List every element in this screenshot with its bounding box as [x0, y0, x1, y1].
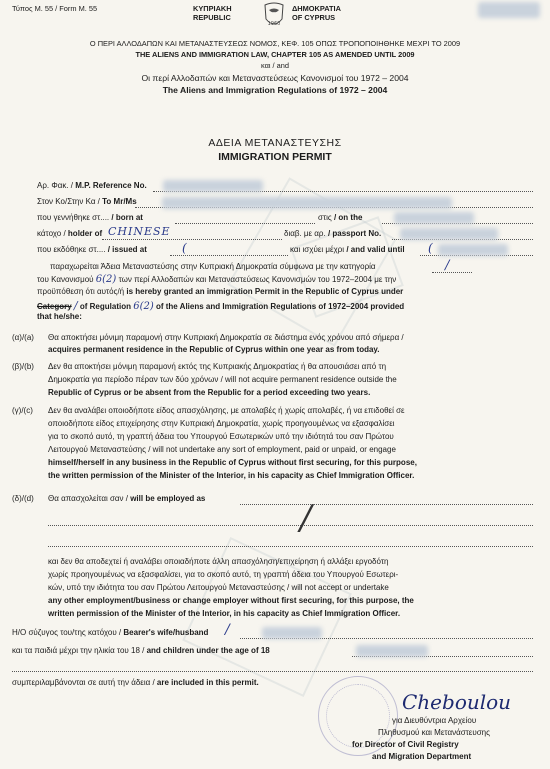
holder-value: CHINESE: [108, 225, 171, 238]
signature-for-gr: για Διευθύντρια Αρχείου: [392, 716, 477, 725]
redacted-box: [356, 645, 428, 657]
included-label: συμπεριλαμβάνονται σε αυτή την άδεια / are included in this permit.: [12, 678, 259, 687]
d-cont-1: και δεν θα αποδεχτεί ή αναλάβει οποιαδήποτε άλλη απασχόληση/επιχείρηση ή αλλάξει εργοδότη: [48, 557, 389, 566]
category-slash: /: [445, 258, 450, 273]
country-name-gr-2: ΔΗΜΟΚΡΑΤΙΑ: [292, 4, 341, 13]
condition-c-label: (γ)/(c): [12, 406, 33, 415]
country-name-en-2: OF CYPRUS: [292, 13, 336, 22]
redacted-box: [162, 197, 452, 209]
d-cont-3: κών, υπό την ιδιότητα του σαν Πρώτου Λειτουργού Μεταναστεύσης / will not accept or undertake: [48, 583, 389, 592]
grant-gr-1: παραχωρείται Άδεια Μεταναστεύσης στην Κυπριακή Δημοκρατία σύμφωνα με την κατηγορία: [50, 262, 376, 271]
on-label: στις / on the: [318, 213, 363, 222]
grant-mixed-3: προϋπόθεση ότι αυτός/ή is hereby granted an immigration Permit in the Republic of Cyprus under: [37, 287, 404, 296]
born-label: που γεννήθηκε στ.... / born at: [37, 213, 143, 222]
valid-label: και ισχύει μέχρι / and valid until: [290, 245, 405, 254]
signature-dept-gr: Πληθυσμού και Μετανάστευσης: [378, 728, 490, 737]
d-cont-2: χωρίς προηγουμένως να εξασφαλίσει, για το σκοπό αυτό, τη γραπτή άδεια του Υπουργού Εσωτερι-: [48, 570, 399, 579]
svg-text:1960: 1960: [267, 21, 281, 27]
holder-label: κάτοχο / holder of: [37, 229, 103, 238]
redacted-box: [163, 180, 263, 192]
mp-ref-label: Αρ. Φακ. / M.P. Reference No.: [37, 181, 147, 190]
redacted-box: [478, 2, 540, 18]
signature-for-en: for Director of Civil Registry: [352, 740, 459, 749]
redacted-box: [394, 212, 474, 224]
employment-slash: /: [300, 498, 312, 538]
field-line: [12, 671, 533, 672]
condition-c-line-6: the written permission of the Minister of the Interior, in his capacity as Chief Immigration Officer.: [48, 471, 415, 480]
field-line: [432, 272, 472, 273]
wife-slash: /: [225, 622, 230, 638]
grant-gr-2: του Κανονισμού 6(2) των περί Αλλοδαπών και Μεταναστεύσεως Κανονισμών του 1972–2004 με την: [37, 274, 397, 285]
field-line: [48, 525, 533, 526]
condition-a-line-1: Θα αποκτήσει μόνιμη παραμονή στην Κυπριακή Δημοκρατία σε διάστημα ενός χρόνου από σήμερα /: [48, 333, 404, 342]
d-cont-5: written permission of the Minister of the Interior, in his capacity as Chief Immigration Officer.: [48, 609, 401, 618]
issued-mark: (: [182, 241, 187, 255]
title-en: IMMIGRATION PERMIT: [218, 151, 332, 163]
issued-label: που εκδόθηκε στ.... / issued at: [37, 245, 147, 254]
children-label: και τα παιδιά μέχρι την ηλικία του 18 / and children under the age of 18: [12, 646, 270, 655]
wife-label: Η/Ο σύζυγος του/της κατόχου / Bearer's wife/husband: [12, 628, 209, 637]
law-and: και / and: [260, 61, 289, 70]
valid-mark: (: [428, 241, 433, 255]
form-number: Τύπος Μ. 55 / Form M. 55: [12, 4, 98, 13]
field-line: [240, 504, 533, 505]
condition-b-line-3: Republic of Cyprus or be absent from the Republic for a period exceeding two years.: [48, 388, 371, 397]
condition-c-line-1: Δεν θα αναλάβει οποιοδήποτε είδος απασχόλησης, με απολαβές ή χωρίς απολαβές, ή να επιδοθεί σε: [48, 406, 405, 415]
law-title-en: THE ALIENS AND IMMIGRATION LAW, CHAPTER 105 AS AMENDED UNTIL 2009: [135, 50, 415, 59]
field-line: [48, 546, 533, 547]
condition-c-line-5: himself/herself in any business in the Republic of Cyprus without first securing, for this purpose,: [48, 458, 417, 467]
passport-label: διαβ. με αρ. / passport No.: [284, 229, 382, 238]
condition-c-line-3: για το σκοπό αυτό, τη γραπτή άδεια του Υπουργού Εσωτερικών υπό την ιδιότητά του σαν Πρώτου: [48, 432, 394, 441]
condition-d-line: Θα απασχολείται σαν / will be employed as: [48, 494, 206, 503]
coat-of-arms-icon: [260, 1, 288, 31]
condition-a-label: (α)/(a): [12, 333, 34, 342]
condition-c-line-2: οποιοδήποτε είδος επιχείρησης στην Κυπριακή Δημοκρατία, χωρίς προηγουμένως να εξασφαλίσει: [48, 419, 395, 428]
law-title-gr: Ο ΠΕΡΙ ΑΛΛΟΔΑΠΩΝ ΚΑΙ ΜΕΤΑΝΑΣΤΕΥΣΕΩΣ ΝΟΜΟΣ, ΚΕΦ. 105 ΟΠΩΣ ΤΡΟΠΟΠΟΙΗΘΗΚΕ ΜΕΧΡΙ ΤΟ 2009: [89, 39, 461, 48]
signature-handwriting: Cheboulou: [402, 690, 512, 714]
condition-d-label: (δ)/(d): [12, 494, 34, 503]
to-label: Στον Κο/Στην Κα / To Mr/Ms: [37, 197, 137, 206]
d-cont-4: any other employment/business or change employer without first securing, for this purpose, the: [48, 596, 414, 605]
regulations-gr: Οι περί Αλλοδαπών και Μεταναστεύσεως Κανονισμοί του 1972 – 2004: [141, 73, 409, 83]
condition-b-line-1: Δεν θα αποκτήσει μόνιμη παραμονή εκτός της Κυπριακής Δημοκρατίας ή θα απουσιάσει από τη: [48, 362, 387, 371]
field-line: [175, 223, 315, 224]
redacted-box: [438, 244, 508, 256]
condition-c-line-4: Λειτουργού Μεταναστεύσης / will not undertake any sort of employment, paid or unpaid, or engage: [48, 445, 396, 454]
title-gr: ΑΔΕΙΑ ΜΕΤΑΝΑΣΤΕΥΣΗΣ: [208, 137, 342, 149]
country-name-gr: ΚΥΠΡΙΑΚΗ: [193, 4, 232, 13]
grant-en-4: Category / of Regulation 6(2) of the Aliens and Immigration Regulations of 1972–2004 provided: [37, 299, 405, 312]
regulations-en: The Aliens and Immigration Regulations of 1972 – 2004: [162, 85, 388, 95]
redacted-box: [400, 228, 498, 240]
redacted-box: [262, 627, 322, 639]
grant-en-5: that he/she:: [37, 312, 82, 321]
official-stamp-inner: [326, 684, 390, 748]
field-line: [102, 239, 282, 240]
condition-b-line-2: Δημοκρατία για περίοδο πέραν των δύο χρόνων / will not acquire permanent residence outside the: [48, 375, 397, 384]
field-line: [170, 255, 288, 256]
condition-a-line-2: acquires permanent residence in the Republic of Cyprus within one year as from today.: [48, 345, 380, 354]
signature-dept-en: and Migration Department: [372, 752, 472, 761]
country-name-en: REPUBLIC: [193, 13, 231, 22]
condition-b-label: (β)/(b): [12, 362, 34, 371]
